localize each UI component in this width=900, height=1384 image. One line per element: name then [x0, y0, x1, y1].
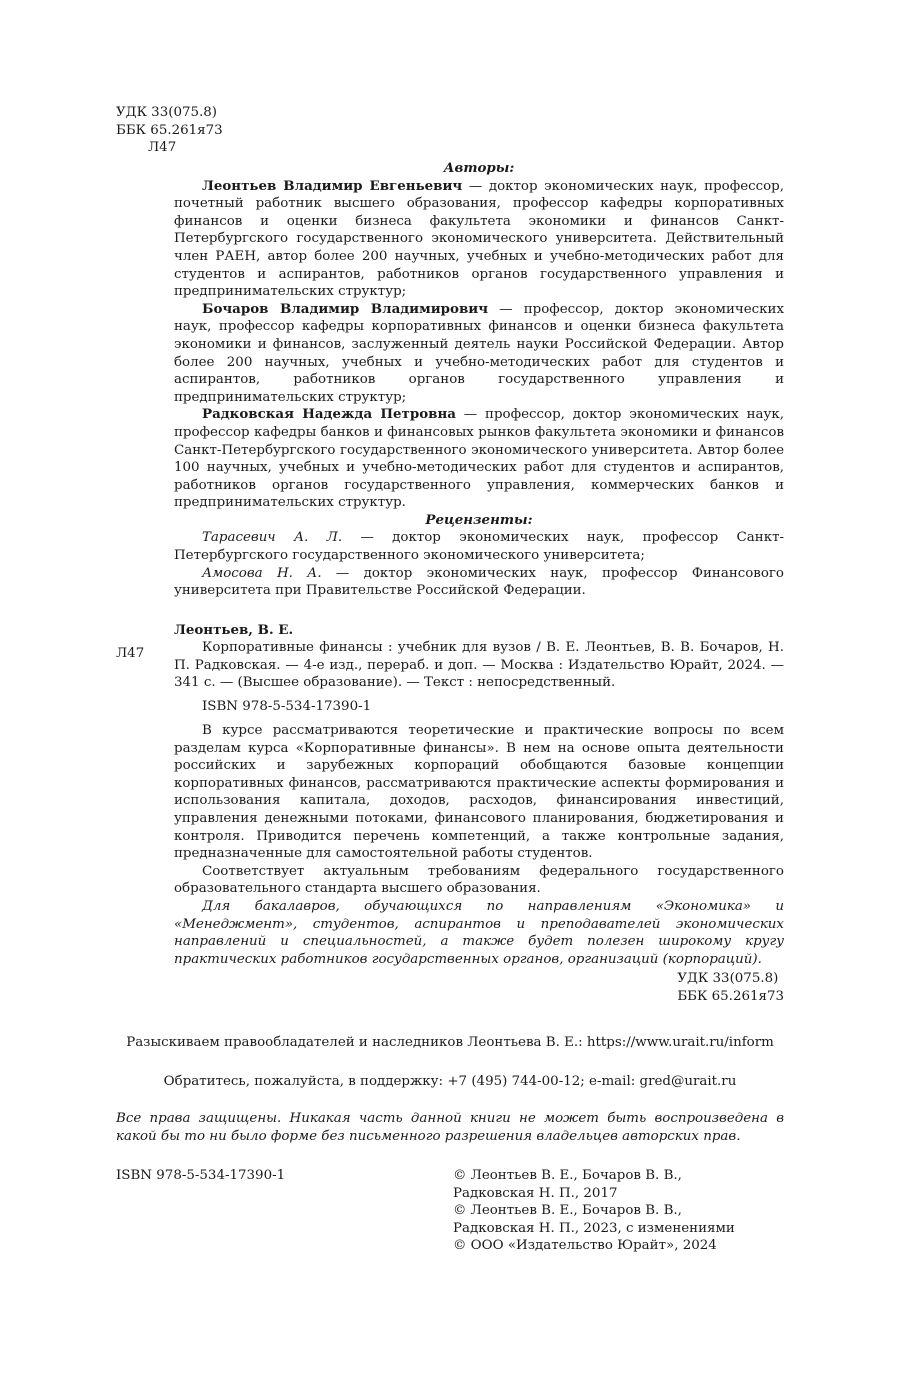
copyright-line: Радковская Н. П., 2023, с изменениями — [453, 1220, 735, 1236]
author-entry — [174, 301, 784, 407]
annotation-bbk: ББК 65.261я73 — [677, 988, 784, 1004]
author-name: Леонтьев Владимир Евгеньевич — [202, 177, 463, 194]
copyright-list — [453, 1167, 735, 1255]
annotation-audience: Для бакалавров, обучающихся по направлениям «Экономика» и «Менеджмент», студентов, аспирантов и преподавателей экономических направлений и специальностей, а также будет полезен широкому кругу практических работников государственных органов, организаций (корпораций). — [174, 898, 784, 967]
reviewer-description: — доктор экономических наук, профессор Финансового университета при Правительстве Российской Федерации. — [174, 565, 784, 599]
author-entry — [174, 406, 784, 512]
copyright-line: © ООО «Издательство Юрайт», 2024 — [453, 1238, 717, 1254]
bbk-code: ББК 65.261я73 — [116, 122, 223, 138]
annotation-classification — [174, 970, 784, 1005]
author-name: Радковская Надежда Петровна — [202, 406, 456, 423]
author-name: Бочаров Владимир Владимирович — [202, 300, 488, 317]
author-description: — профессор, доктор экономических наук, профессор кафедры корпоративных финансов и оценки бизнеса факультета экономики и финансов, заслуженный деятель науки Российской Федерации. Автор более 200 научных, учебных и учебно-методических работ для студентов и аспирантов, работников органов государственного управления и предпринимательских структур; — [174, 301, 784, 405]
author-description: — доктор экономических наук, профессор, почетный работник высшего образования, профессор кафедры корпоративных финансов и оценки бизнеса факультета экономики и финансов Санкт-Петербургского государственного экономического университета. Действительный член РАЕН, автор более 200 научных, учебных и учебно-методических работ для студентов и аспирантов, работников органов государственного управления и предпринимательских структур; — [174, 178, 785, 300]
author-mark: Л47 — [148, 140, 177, 156]
classification-block — [116, 104, 223, 157]
reviewer-name: Тарасевич А. Л. — [202, 530, 343, 546]
annotation-paragraph: В курсе рассматриваются теоретические и практические вопросы по всем разделам курса «Корпоративные финансы». В нем на основе опыта деятельности российских и зарубежных корпораций обобщаются базовые концепции корпоративных финансов, рассматриваются практические аспекты формирования и использования капитала, доходов, расходов, финансирования инвестиций, управления денежными потоками, финансового планирования, бюджетирования и контроля. Приводится перечень компетенций, а также контрольные задания, предназначенные для самостоятельной работы студентов. — [174, 723, 784, 862]
footer-isbn: ISBN 978-5-534-17390-1 — [116, 1168, 286, 1183]
reviewer-entry — [174, 565, 784, 600]
biblio-code: Л47 — [116, 646, 145, 661]
author-entry — [174, 178, 784, 301]
reviewer-entry — [174, 529, 784, 564]
biblio-author: Леонтьев, В. Е. — [174, 622, 294, 638]
copyright-notice: Все права защищены. Никакая часть данной книги не может быть воспроизведена в какой бы то ни было форме без письменного разрешения владельцев авторских прав. — [116, 1111, 784, 1144]
rights-search-notice: Разыскиваем правообладателей и наследников Леонтьева В. Е.: https://www.urait.ru/inform — [126, 1035, 774, 1050]
biblio-description: Корпоративные финансы : учебник для вузов / В. Е. Леонтьев, В. В. Бочаров, Н. П. Радковская. — 4-е изд., перераб. и доп. — Москва : Издательство Юрайт, 2024. — 341 с. — (Высшее образование). — Текст : непосредственный. — [174, 640, 784, 691]
biblio-record — [174, 639, 784, 715]
author-description: — профессор, доктор экономических наук, профессор кафедры банков и финансовых рынков факультета экономики и финансов Санкт-Петербургского государственного экономического университета. Автор более 100 научных, учебных и учебно-методических работ для студентов и аспирантов, работников органов государственного управления, коммерческих банков и предпринимательских структур. — [174, 407, 784, 511]
authors-section — [174, 160, 784, 600]
annotation-udk: УДК 33(075.8) — [677, 971, 779, 987]
udk-code: УДК 33(075.8) — [116, 105, 218, 120]
reviewer-name: Амосова Н. А. — [202, 565, 322, 581]
biblio-isbn: ISBN 978-5-534-17390-1 — [202, 698, 372, 714]
annotation-paragraph: Соответствует актуальным требованиям федерального государственного образовательного стандарта высшего образования. — [174, 863, 784, 897]
reviewers-heading: Рецензенты: — [425, 511, 533, 528]
annotation — [174, 722, 784, 1006]
authors-heading: Авторы: — [443, 160, 515, 176]
reviewer-description: — доктор экономических наук, профессор Санкт-Петербургского государственного экономического университета; — [174, 530, 785, 564]
copyright-line: © Леонтьев В. Е., Бочаров В. В., — [453, 1203, 682, 1219]
copyright-line: Радковская Н. П., 2017 — [453, 1185, 618, 1201]
support-contact: Обратитесь, пожалуйста, в поддержку: +7 (495) 744-00-12; e-mail: gred@urait.ru — [163, 1074, 737, 1089]
copyright-line: © Леонтьев В. Е., Бочаров В. В., — [453, 1168, 682, 1183]
